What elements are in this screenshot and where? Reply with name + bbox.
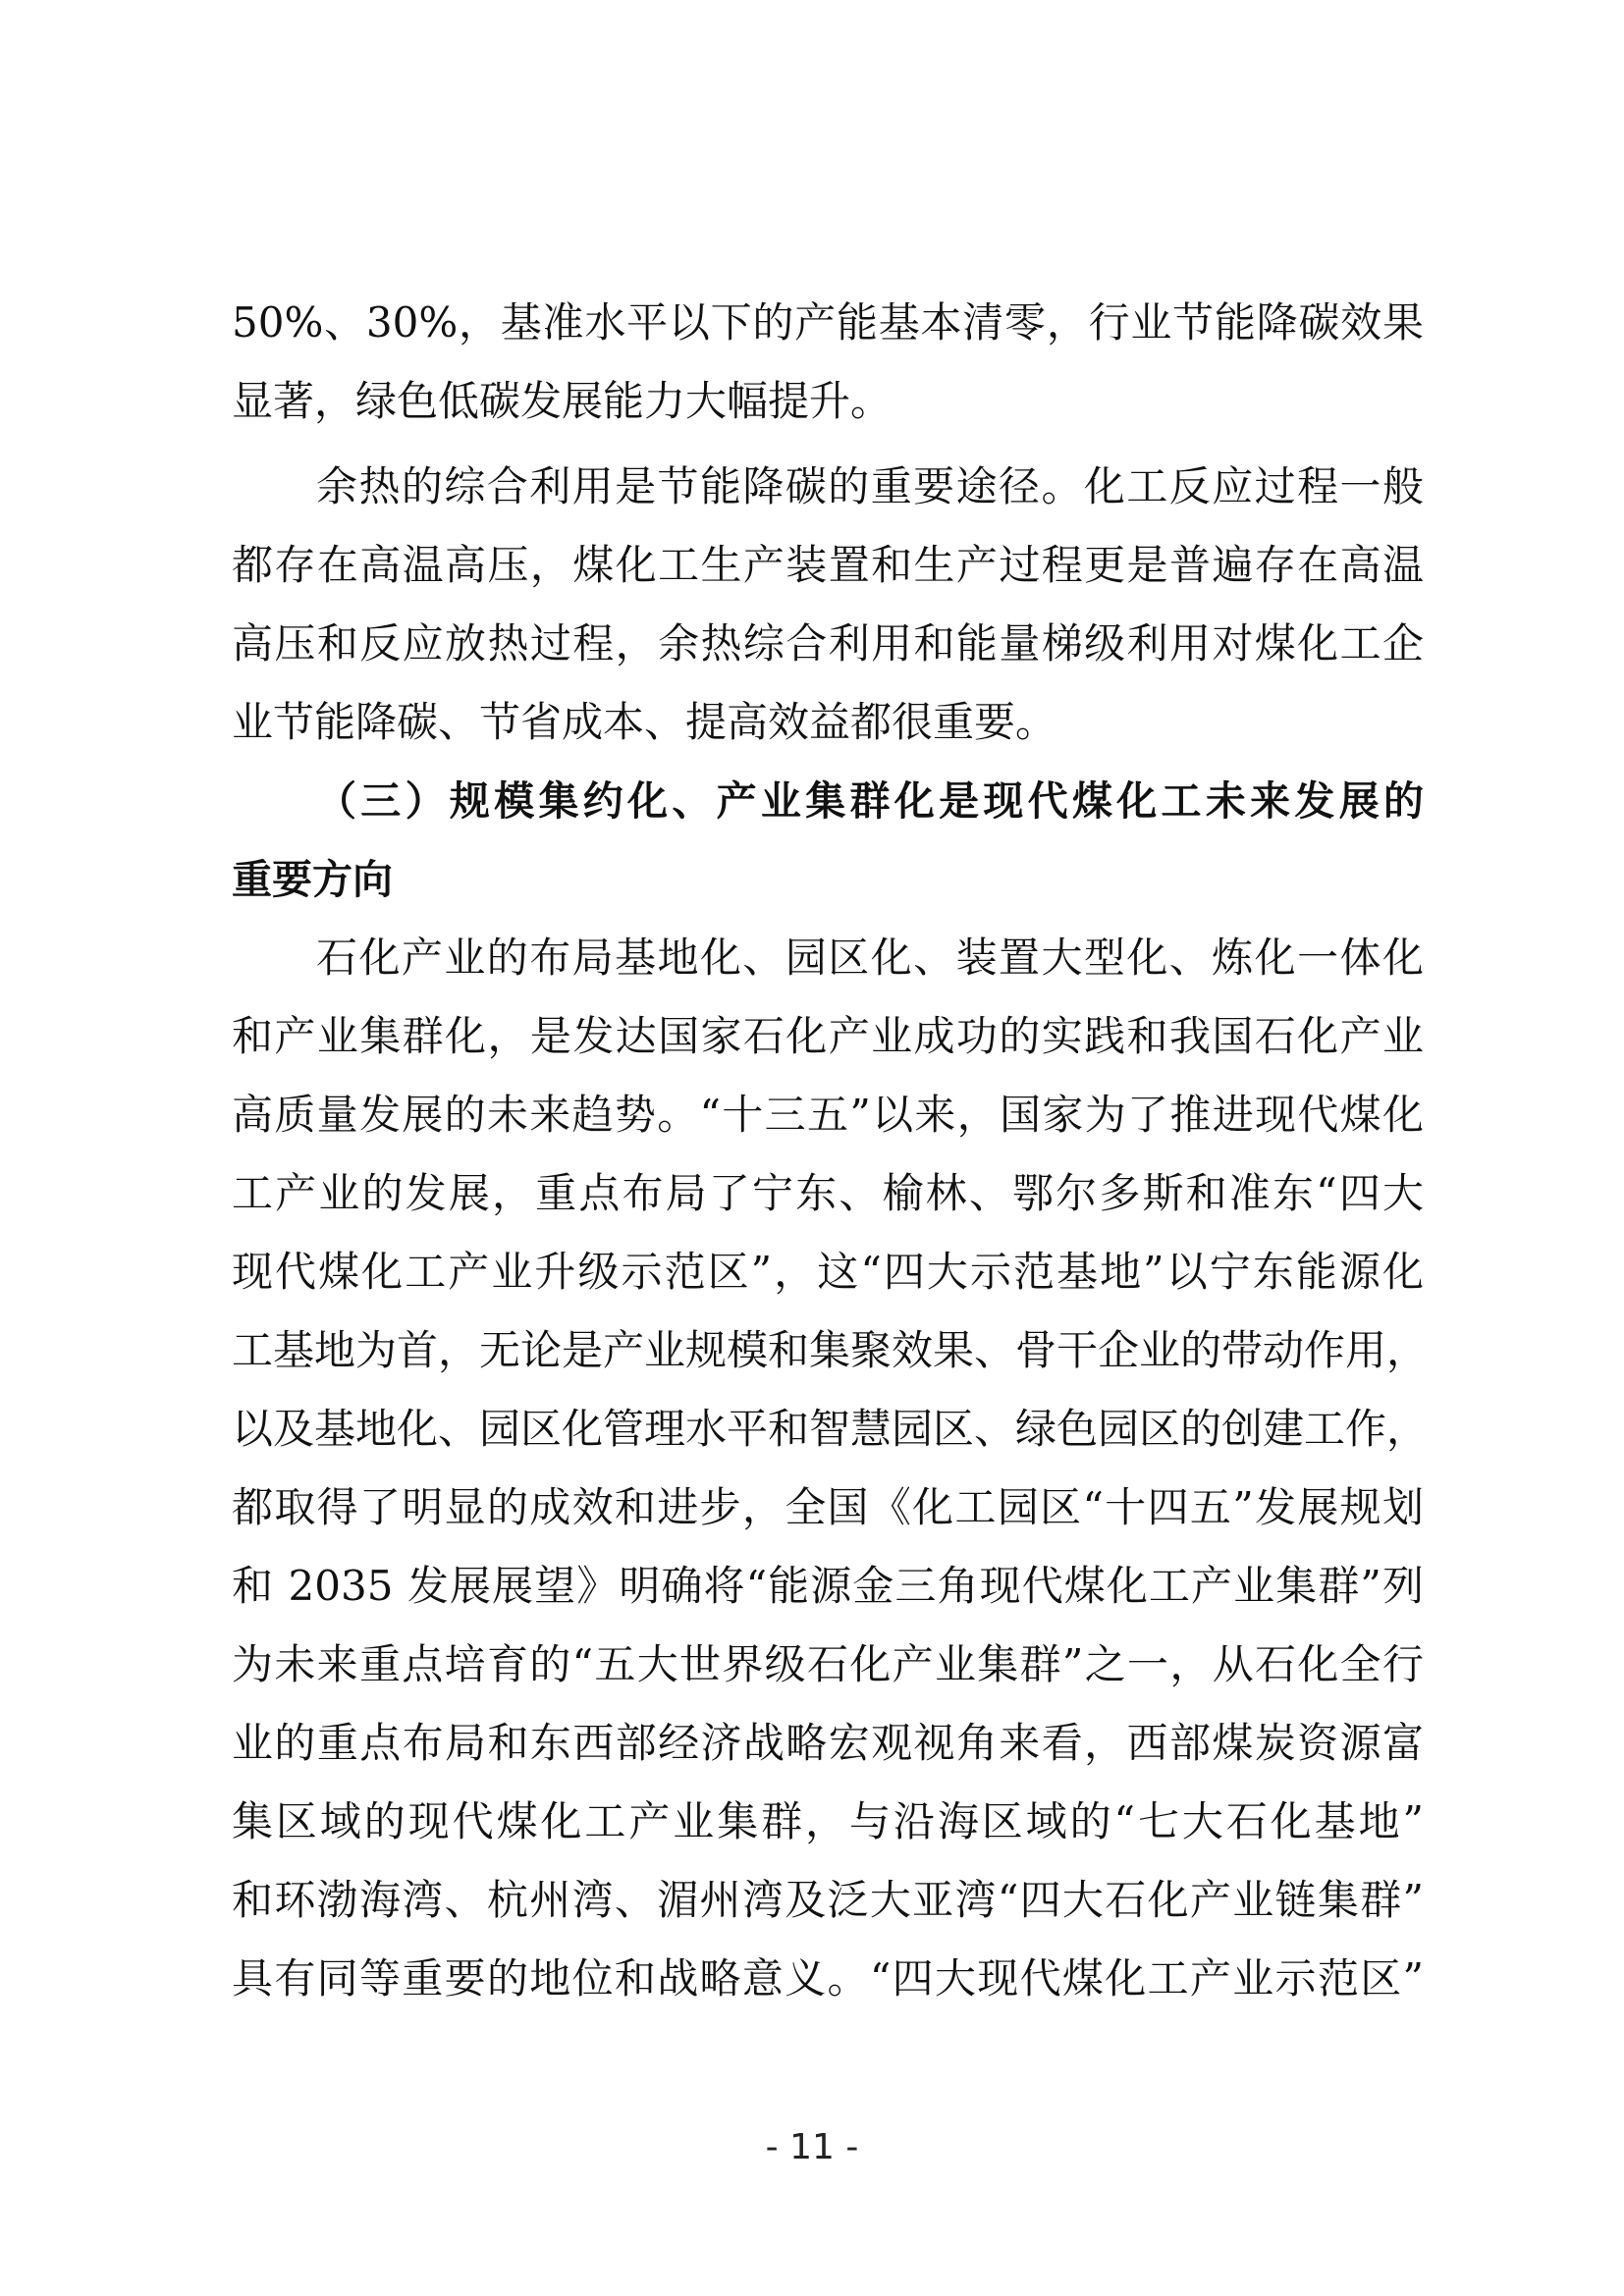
paragraph-2-line-3: 高压和反应放热过程，余热综合利用和能量梯级利用对煤化工企 [232, 619, 1424, 667]
paragraph-4-line-6: 工基地为首，无论是产业规模和集聚效果、骨干企业的带动作用， [232, 1326, 1429, 1374]
paragraph-2-line-2: 都存在高温高压，煤化工生产装置和生产过程更是普遍存在高温 [232, 541, 1424, 589]
paragraph-4-line-3: 高质量发展的未来趋势。“十三五”以来，国家为了推进现代煤化 [232, 1091, 1424, 1139]
section-heading-line-2: 重要方向 [232, 856, 393, 903]
paragraph-4-line-14: 具有同等重要的地位和战略意义。“四大现代煤化工产业示范区” [232, 1954, 1424, 2002]
section-heading-line-1: （三）规模集约化、产业集群化是现代煤化工未来发展的 [316, 777, 1424, 825]
paragraph-4-line-8: 都取得了明显的成效和进步，全国《化工园区“十四五”发展规划 [232, 1483, 1424, 1531]
paragraph-2-line-1: 余热的综合利用是节能降碳的重要途径。化工反应过程一般 [316, 462, 1424, 510]
paragraph-4-line-10: 为未来重点培育的“五大世界级石化产业集群”之一，从石化全行 [232, 1640, 1424, 1688]
paragraph-4-line-4: 工产业的发展，重点布局了宁东、榆林、鄂尔多斯和准东“四大 [232, 1169, 1424, 1217]
paragraph-4-line-7: 以及基地化、园区化管理水平和智慧园区、绿色园区的创建工作， [232, 1405, 1429, 1453]
paragraph-4-line-9: 和 2035 发展展望》明确将“能源金三角现代煤化工产业集群”列 [232, 1562, 1424, 1610]
paragraph-4-line-11: 业的重点布局和东西部经济战略宏观视角来看，西部煤炭资源富 [232, 1719, 1424, 1767]
paragraph-4-line-1: 石化产业的布局基地化、园区化、装置大型化、炼化一体化 [316, 934, 1424, 982]
paragraph-1-line-1: 50%、30%，基准水平以下的产能基本清零，行业节能降碳效果 [232, 298, 1424, 347]
paragraph-4-line-5: 现代煤化工产业升级示范区”，这“四大示范基地”以宁东能源化 [232, 1248, 1424, 1296]
paragraph-1-line-2: 显著，绿色低碳发展能力大幅提升。 [232, 377, 893, 425]
paragraph-4-line-2: 和产业集群化，是发达国家石化产业成功的实践和我国石化产业 [232, 1012, 1424, 1060]
paragraph-2-line-4: 业节能降碳、节省成本、提高效益都很重要。 [232, 698, 1057, 746]
page-number: - 11 - [765, 2127, 859, 2167]
paragraph-4-line-13: 和环渤海湾、杭州湾、湄州湾及泛大亚湾“四大石化产业链集群” [232, 1876, 1424, 1924]
paragraph-4-line-12: 集区域的现代煤化工产业集群，与沿海区域的“七大石化基地” [232, 1797, 1424, 1845]
